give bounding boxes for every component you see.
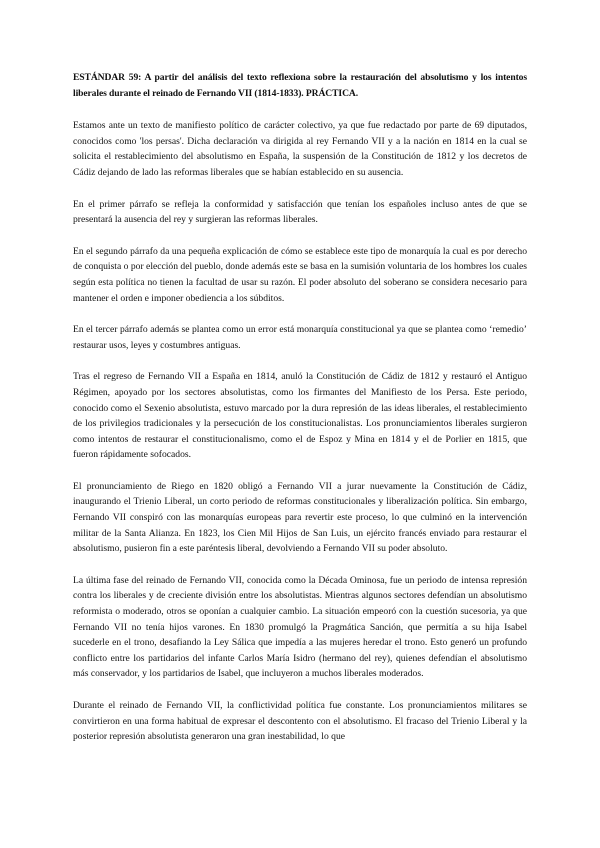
paragraph-second: En el segundo párrafo da una pequeña explicación de cómo se establece este tipo de monarquía la cual es por derecho de conquista o por elección del pueblo, donde además este se basa en la sumisión voluntaria de los hombres los cuales según esta política no tienen la facultad de usar su razón. El poder absoluto del soberano se considera necesario para mantener el orden e imponer obediencia a los súbditos. [73, 245, 527, 304]
paragraph-third: En el tercer párrafo además se plantea como un error está monarquía constitucional ya que se plantea como ‘remedio’ restaurar usos, leyes y costumbres antiguas. [73, 324, 527, 351]
paragraph-intro: Estamos ante un texto de manifiesto político de carácter colectivo, ya que fue redactado por parte de 69 diputados, conocidos como 'los persas'. Dicha declaración va dirigida al rey Fernando VII y a la nación en 1814 en la cual se solicita el restablecimiento del absolutismo en España, la suspensión de la Constitución de 1812 y los decretos de Cádiz dejando de lado las reformas liberales que se habían establecido en su ausencia. [73, 120, 527, 178]
paragraph-first: En el primer párrafo se refleja la conformidad y satisfacción que tenían los españoles incluso antes de que se presentará la ausencia del rey y surgieran las reformas liberales. [73, 198, 527, 226]
paragraph-conflictividad: Durante el reinado de Fernando VII, la conflictividad política fue constante. Los pronunciamientos militares se convirtieron en una forma habitual de expresar el descontento con el absolutismo. El fracaso del Trienio Liberal y la posterior represión absolutista generaron una gran inestabilidad, lo que [73, 700, 527, 743]
document-heading: ESTÁNDAR 59: A partir del análisis del texto reflexiona sobre la restauración del absolutismo y los intentos liberales durante el reinado de Fernando VII (1814-1833). PRÁCTICA. [73, 72, 527, 99]
paragraph-decada-ominosa: La última fase del reinado de Fernando VII, conocida como la Década Ominosa, fue un periodo de intensa represión contra los liberales y de creciente división entre los absolutistas. Mientras algunos sectores defendían un absolutismo reformista o moderado, otros se oponían a cualquier cambio. La situación empeoró con la cuestión sucesoria, ya que Fernando VII no tenía hijos varones. En 1830 promulgó la Pragmática Sanción, que permitía a su hija Isabel sucederle en el trono, desafiando la Ley Sálica que impedía a las mujeres heredar el trono. Esto generó un profundo conflicto entre los partidarios del infante Carlos María Isidro (hermano del rey), quienes defendían el absolutismo más conservador, y los partidarios de Isabel, que incluyeron a muchos liberales moderados. [73, 574, 527, 680]
paragraph-sexenio: Tras el regreso de Fernando VII a España en 1814, anuló la Constitución de Cádiz de 1812 y restauró el Antiguo Régimen, apoyado por los sectores absolutistas, como los firmantes del Manifiesto de los Persa. Este periodo, conocido como el Sexenio absolutista, estuvo marcado por la dura represión de las ideas liberales, el restablecimiento de los privilegios tradicionales y la persecución de los constitucionalistas. Los pronunciamientos liberales surgieron como intentos de restaurar el constitucionalismo, como el de Espoz y Mina en 1814 y el de Porlier en 1815, que fueron rápidamente sofocados. [73, 371, 527, 461]
paragraph-trienio: El pronunciamiento de Riego en 1820 obligó a Fernando VII a jurar nuevamente la Constitución de Cádiz, inaugurando el Trienio Liberal, un corto periodo de reformas constitucionales y liberalización política. Sin embargo, Fernando VII conspiró con las monarquías europeas para revertir este proceso, lo que culminó en la intervención militar de la Santa Alianza. En 1823, los Cien Mil Hijos de San Luis, un ejército francés enviado para restaurar el absolutismo, pusieron fin a este paréntesis liberal, devolviendo a Fernando VII su poder absoluto. [73, 480, 527, 555]
document-page [73, 70, 527, 761]
